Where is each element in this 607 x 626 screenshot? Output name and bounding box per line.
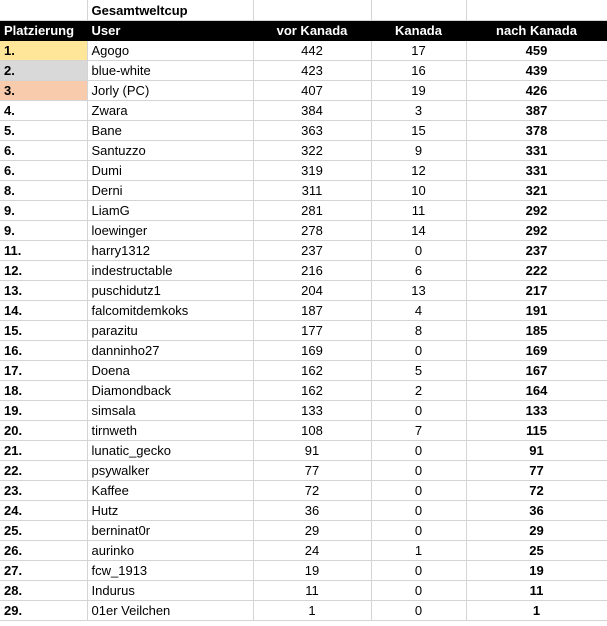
rank-cell[interactable]: 21. bbox=[0, 441, 87, 461]
table-row bbox=[0, 221, 607, 241]
user-cell[interactable]: Dumi bbox=[87, 161, 253, 181]
rank-cell[interactable]: 27. bbox=[0, 561, 87, 581]
after-canada-cell[interactable]: 331 bbox=[466, 141, 607, 161]
before-canada-cell[interactable]: 108 bbox=[253, 421, 371, 441]
table-row bbox=[0, 501, 607, 521]
user-cell[interactable]: LiamG bbox=[87, 201, 253, 221]
after-canada-cell[interactable]: 459 bbox=[466, 41, 607, 61]
table-row bbox=[0, 481, 607, 501]
canada-cell[interactable]: 0 bbox=[371, 561, 466, 581]
table-row bbox=[0, 421, 607, 441]
before-canada-cell[interactable]: 278 bbox=[253, 221, 371, 241]
after-canada-cell[interactable]: 36 bbox=[466, 501, 607, 521]
rank-cell[interactable]: 19. bbox=[0, 401, 87, 421]
before-canada-cell[interactable]: 1 bbox=[253, 601, 371, 621]
after-canada-cell[interactable]: 169 bbox=[466, 341, 607, 361]
user-cell[interactable]: Jorly (PC) bbox=[87, 81, 253, 101]
before-canada-cell[interactable]: 29 bbox=[253, 521, 371, 541]
after-canada-cell[interactable]: 331 bbox=[466, 161, 607, 181]
after-canada-cell[interactable]: 222 bbox=[466, 261, 607, 281]
table-row bbox=[0, 341, 607, 361]
after-canada-cell[interactable]: 164 bbox=[466, 381, 607, 401]
user-cell[interactable]: Agogo bbox=[87, 41, 253, 61]
before-canada-cell[interactable]: 133 bbox=[253, 401, 371, 421]
rank-cell[interactable]: 9. bbox=[0, 201, 87, 221]
after-canada-cell[interactable]: 115 bbox=[466, 421, 607, 441]
title-empty-cell[interactable] bbox=[371, 0, 466, 21]
table-row bbox=[0, 81, 607, 101]
rank-cell[interactable]: 14. bbox=[0, 301, 87, 321]
after-canada-cell[interactable]: 91 bbox=[466, 441, 607, 461]
user-cell[interactable]: falcomitdemkoks bbox=[87, 301, 253, 321]
table-row bbox=[0, 201, 607, 221]
canada-cell[interactable]: 0 bbox=[371, 241, 466, 261]
canada-cell[interactable]: 14 bbox=[371, 221, 466, 241]
after-canada-cell[interactable]: 29 bbox=[466, 521, 607, 541]
after-canada-cell[interactable]: 133 bbox=[466, 401, 607, 421]
canada-cell[interactable]: 9 bbox=[371, 141, 466, 161]
before-canada-cell[interactable]: 162 bbox=[253, 381, 371, 401]
before-canada-cell[interactable]: 311 bbox=[253, 181, 371, 201]
rank-cell[interactable]: 4. bbox=[0, 101, 87, 121]
user-cell[interactable]: 01er Veilchen bbox=[87, 601, 253, 621]
after-canada-cell[interactable]: 1 bbox=[466, 601, 607, 621]
table-row bbox=[0, 521, 607, 541]
rank-cell[interactable]: 20. bbox=[0, 421, 87, 441]
table-row bbox=[0, 401, 607, 421]
rank-cell[interactable]: 24. bbox=[0, 501, 87, 521]
after-canada-cell[interactable]: 378 bbox=[466, 121, 607, 141]
before-canada-cell[interactable]: 442 bbox=[253, 41, 371, 61]
before-canada-cell[interactable]: 36 bbox=[253, 501, 371, 521]
canada-cell[interactable]: 4 bbox=[371, 301, 466, 321]
after-canada-cell[interactable]: 439 bbox=[466, 61, 607, 81]
before-canada-cell[interactable]: 216 bbox=[253, 261, 371, 281]
header-before-canada[interactable]: vor Kanada bbox=[253, 21, 371, 41]
after-canada-cell[interactable]: 292 bbox=[466, 221, 607, 241]
user-cell[interactable]: psywalker bbox=[87, 461, 253, 481]
canada-cell[interactable]: 17 bbox=[371, 41, 466, 61]
canada-cell[interactable]: 0 bbox=[371, 341, 466, 361]
table-row bbox=[0, 381, 607, 401]
table-row bbox=[0, 41, 607, 61]
before-canada-cell[interactable]: 19 bbox=[253, 561, 371, 581]
table-row bbox=[0, 161, 607, 181]
table-row bbox=[0, 461, 607, 481]
user-cell[interactable]: Doena bbox=[87, 361, 253, 381]
rank-cell[interactable]: 28. bbox=[0, 581, 87, 601]
canada-cell[interactable]: 19 bbox=[371, 81, 466, 101]
after-canada-cell[interactable]: 19 bbox=[466, 561, 607, 581]
user-cell[interactable]: fcw_1913 bbox=[87, 561, 253, 581]
user-cell[interactable]: Indurus bbox=[87, 581, 253, 601]
header-rank[interactable]: Platzierung bbox=[0, 21, 87, 41]
after-canada-cell[interactable]: 77 bbox=[466, 461, 607, 481]
after-canada-cell[interactable]: 292 bbox=[466, 201, 607, 221]
after-canada-cell[interactable]: 167 bbox=[466, 361, 607, 381]
user-cell[interactable]: Santuzzo bbox=[87, 141, 253, 161]
before-canada-cell[interactable]: 72 bbox=[253, 481, 371, 501]
title-empty-cell[interactable] bbox=[0, 0, 87, 21]
table-row bbox=[0, 441, 607, 461]
canada-cell[interactable]: 3 bbox=[371, 101, 466, 121]
user-cell[interactable]: simsala bbox=[87, 401, 253, 421]
after-canada-cell[interactable]: 321 bbox=[466, 181, 607, 201]
rank-cell[interactable]: 25. bbox=[0, 521, 87, 541]
after-canada-cell[interactable]: 426 bbox=[466, 81, 607, 101]
table-row bbox=[0, 281, 607, 301]
before-canada-cell[interactable]: 77 bbox=[253, 461, 371, 481]
user-cell[interactable]: Kaffee bbox=[87, 481, 253, 501]
canada-cell[interactable]: 8 bbox=[371, 321, 466, 341]
before-canada-cell[interactable]: 169 bbox=[253, 341, 371, 361]
after-canada-cell[interactable]: 237 bbox=[466, 241, 607, 261]
canada-cell[interactable]: 11 bbox=[371, 201, 466, 221]
rank-cell[interactable]: 29. bbox=[0, 601, 87, 621]
before-canada-cell[interactable]: 187 bbox=[253, 301, 371, 321]
rank-cell[interactable]: 12. bbox=[0, 261, 87, 281]
canada-cell[interactable]: 13 bbox=[371, 281, 466, 301]
user-cell[interactable]: parazitu bbox=[87, 321, 253, 341]
user-cell[interactable]: indestructable bbox=[87, 261, 253, 281]
before-canada-cell[interactable]: 384 bbox=[253, 101, 371, 121]
user-cell[interactable]: danninho27 bbox=[87, 341, 253, 361]
table-row bbox=[0, 141, 607, 161]
rank-cell[interactable]: 9. bbox=[0, 221, 87, 241]
rank-cell[interactable]: 11. bbox=[0, 241, 87, 261]
user-cell[interactable]: lunatic_gecko bbox=[87, 441, 253, 461]
user-cell[interactable]: Hutz bbox=[87, 501, 253, 521]
rank-cell[interactable]: 13. bbox=[0, 281, 87, 301]
canada-cell[interactable]: 0 bbox=[371, 481, 466, 501]
table-row bbox=[0, 541, 607, 561]
rank-cell[interactable]: 26. bbox=[0, 541, 87, 561]
table-row bbox=[0, 241, 607, 261]
canada-cell[interactable]: 0 bbox=[371, 601, 466, 621]
rank-cell[interactable]: 5. bbox=[0, 121, 87, 141]
table-row bbox=[0, 261, 607, 281]
header-user[interactable]: User bbox=[87, 21, 253, 41]
table-row bbox=[0, 321, 607, 341]
title-empty-cell[interactable] bbox=[253, 0, 371, 21]
before-canada-cell[interactable]: 363 bbox=[253, 121, 371, 141]
before-canada-cell[interactable]: 11 bbox=[253, 581, 371, 601]
after-canada-cell[interactable]: 11 bbox=[466, 581, 607, 601]
table-row bbox=[0, 361, 607, 381]
after-canada-cell[interactable]: 191 bbox=[466, 301, 607, 321]
user-cell[interactable]: Diamondback bbox=[87, 381, 253, 401]
table-row bbox=[0, 561, 607, 581]
before-canada-cell[interactable]: 91 bbox=[253, 441, 371, 461]
sheet-title[interactable]: Gesamtweltcup bbox=[87, 0, 253, 21]
rank-cell[interactable]: 3. bbox=[0, 81, 87, 101]
before-canada-cell[interactable]: 204 bbox=[253, 281, 371, 301]
canada-cell[interactable]: 12 bbox=[371, 161, 466, 181]
canada-cell[interactable]: 0 bbox=[371, 441, 466, 461]
before-canada-cell[interactable]: 177 bbox=[253, 321, 371, 341]
header-canada[interactable]: Kanada bbox=[371, 21, 466, 41]
before-canada-cell[interactable]: 24 bbox=[253, 541, 371, 561]
header-after-canada[interactable]: nach Kanada bbox=[466, 21, 607, 41]
before-canada-cell[interactable]: 322 bbox=[253, 141, 371, 161]
table-row bbox=[0, 121, 607, 141]
after-canada-cell[interactable]: 185 bbox=[466, 321, 607, 341]
before-canada-cell[interactable]: 407 bbox=[253, 81, 371, 101]
header-row bbox=[0, 21, 607, 41]
user-cell[interactable]: loewinger bbox=[87, 221, 253, 241]
rank-cell[interactable]: 6. bbox=[0, 161, 87, 181]
rank-cell[interactable]: 17. bbox=[0, 361, 87, 381]
rank-cell[interactable]: 1. bbox=[0, 41, 87, 61]
user-cell[interactable]: Derni bbox=[87, 181, 253, 201]
canada-cell[interactable]: 1 bbox=[371, 541, 466, 561]
canada-cell[interactable]: 16 bbox=[371, 61, 466, 81]
user-cell[interactable]: tirnweth bbox=[87, 421, 253, 441]
user-cell[interactable]: harry1312 bbox=[87, 241, 253, 261]
after-canada-cell[interactable]: 217 bbox=[466, 281, 607, 301]
table-row bbox=[0, 61, 607, 81]
canada-cell[interactable]: 0 bbox=[371, 501, 466, 521]
rank-cell[interactable]: 23. bbox=[0, 481, 87, 501]
canada-cell[interactable]: 15 bbox=[371, 121, 466, 141]
before-canada-cell[interactable]: 319 bbox=[253, 161, 371, 181]
title-empty-cell[interactable] bbox=[466, 0, 607, 21]
table-row bbox=[0, 601, 607, 621]
before-canada-cell[interactable]: 281 bbox=[253, 201, 371, 221]
rank-cell[interactable]: 8. bbox=[0, 181, 87, 201]
user-cell[interactable]: aurinko bbox=[87, 541, 253, 561]
rank-cell[interactable]: 15. bbox=[0, 321, 87, 341]
user-cell[interactable]: Zwara bbox=[87, 101, 253, 121]
before-canada-cell[interactable]: 237 bbox=[253, 241, 371, 261]
after-canada-cell[interactable]: 25 bbox=[466, 541, 607, 561]
title-row bbox=[0, 0, 607, 21]
user-cell[interactable]: Bane bbox=[87, 121, 253, 141]
after-canada-cell[interactable]: 72 bbox=[466, 481, 607, 501]
rank-cell[interactable]: 2. bbox=[0, 61, 87, 81]
canada-cell[interactable]: 6 bbox=[371, 261, 466, 281]
before-canada-cell[interactable]: 423 bbox=[253, 61, 371, 81]
rank-cell[interactable]: 16. bbox=[0, 341, 87, 361]
rank-cell[interactable]: 18. bbox=[0, 381, 87, 401]
table-row bbox=[0, 301, 607, 321]
canada-cell[interactable]: 5 bbox=[371, 361, 466, 381]
rank-cell[interactable]: 6. bbox=[0, 141, 87, 161]
user-cell[interactable]: berninat0r bbox=[87, 521, 253, 541]
table-row bbox=[0, 101, 607, 121]
rank-cell[interactable]: 22. bbox=[0, 461, 87, 481]
canada-cell[interactable]: 0 bbox=[371, 461, 466, 481]
before-canada-cell[interactable]: 162 bbox=[253, 361, 371, 381]
canada-cell[interactable]: 0 bbox=[371, 401, 466, 421]
canada-cell[interactable]: 0 bbox=[371, 581, 466, 601]
user-cell[interactable]: puschidutz1 bbox=[87, 281, 253, 301]
canada-cell[interactable]: 2 bbox=[371, 381, 466, 401]
canada-cell[interactable]: 10 bbox=[371, 181, 466, 201]
table-row bbox=[0, 581, 607, 601]
canada-cell[interactable]: 0 bbox=[371, 521, 466, 541]
user-cell[interactable]: blue-white bbox=[87, 61, 253, 81]
after-canada-cell[interactable]: 387 bbox=[466, 101, 607, 121]
table-row bbox=[0, 181, 607, 201]
canada-cell[interactable]: 7 bbox=[371, 421, 466, 441]
